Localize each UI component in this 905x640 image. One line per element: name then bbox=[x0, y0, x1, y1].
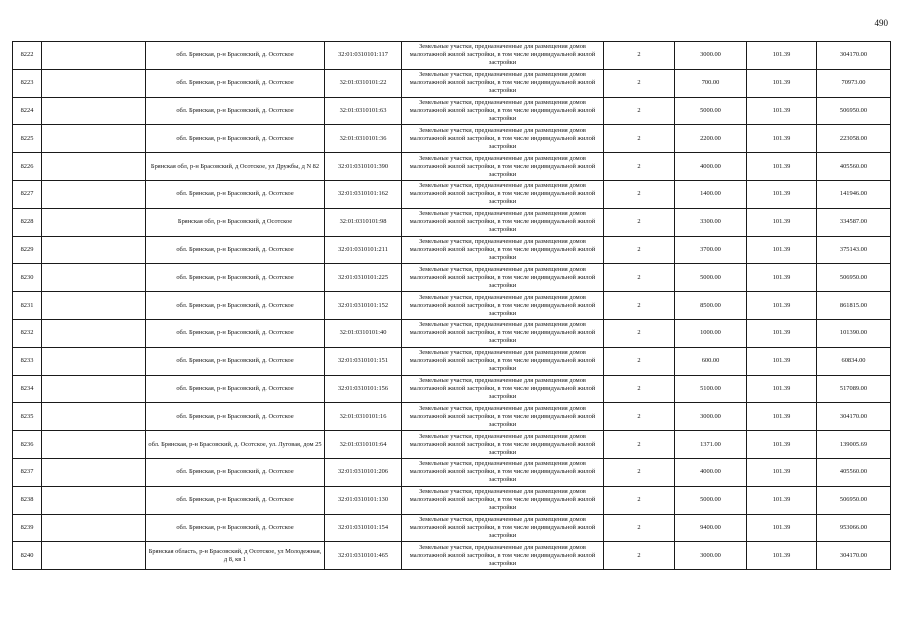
blank-cell bbox=[42, 153, 146, 181]
cadastral-value-cell: 506950.00 bbox=[817, 264, 891, 292]
land-use-cell: Земельные участки, предназначенные для размещения домов малоэтажной жилой застройки, в том числе индивидуальной жилой застройки bbox=[402, 431, 604, 459]
cadastral-value-cell: 223058.00 bbox=[817, 125, 891, 153]
cadastral-value-cell: 405560.00 bbox=[817, 153, 891, 181]
group-number-cell: 2 bbox=[604, 264, 675, 292]
address-cell: обл. Брянская, р-н Брасовский, д. Осотское bbox=[146, 514, 325, 542]
table-row bbox=[13, 69, 891, 97]
table-row bbox=[13, 514, 891, 542]
group-number-cell: 2 bbox=[604, 403, 675, 431]
specific-value-cell: 101.39 bbox=[747, 319, 817, 347]
land-use-cell: Земельные участки, предназначенные для размещения домов малоэтажной жилой застройки, в том числе индивидуальной жилой застройки bbox=[402, 292, 604, 320]
address-cell: обл. Брянская, р-н Брасовский, д. Осотское bbox=[146, 97, 325, 125]
table-row bbox=[13, 319, 891, 347]
specific-value-cell: 101.39 bbox=[747, 403, 817, 431]
group-number-cell: 2 bbox=[604, 97, 675, 125]
cadastral-number-cell: 32:01:0310101:390 bbox=[325, 153, 402, 181]
row-number: 8235 bbox=[13, 403, 42, 431]
address-cell: Брянская обл, р-н Брасовский, д Осотское, ул Дружбы, д N 82 bbox=[146, 153, 325, 181]
specific-value-cell: 101.39 bbox=[747, 180, 817, 208]
land-use-cell: Земельные участки, предназначенные для размещения домов малоэтажной жилой застройки, в том числе индивидуальной жилой застройки bbox=[402, 153, 604, 181]
cadastral-number-cell: 32:01:0310101:64 bbox=[325, 431, 402, 459]
blank-cell bbox=[42, 180, 146, 208]
row-number: 8224 bbox=[13, 97, 42, 125]
land-use-cell: Земельные участки, предназначенные для размещения домов малоэтажной жилой застройки, в том числе индивидуальной жилой застройки bbox=[402, 375, 604, 403]
area-cell: 5000.00 bbox=[675, 97, 747, 125]
blank-cell bbox=[42, 97, 146, 125]
cadastral-number-cell: 32:01:0310101:130 bbox=[325, 486, 402, 514]
group-number-cell: 2 bbox=[604, 458, 675, 486]
cadastral-number-cell: 32:01:0310101:36 bbox=[325, 125, 402, 153]
cadastral-value-cell: 60834.00 bbox=[817, 347, 891, 375]
area-cell: 5100.00 bbox=[675, 375, 747, 403]
table-row bbox=[13, 264, 891, 292]
blank-cell bbox=[42, 486, 146, 514]
blank-cell bbox=[42, 69, 146, 97]
land-use-cell: Земельные участки, предназначенные для размещения домов малоэтажной жилой застройки, в том числе индивидуальной жилой застройки bbox=[402, 236, 604, 264]
group-number-cell: 2 bbox=[604, 69, 675, 97]
address-cell: обл. Брянская, р-н Брасовский, д. Осотское bbox=[146, 458, 325, 486]
specific-value-cell: 101.39 bbox=[747, 264, 817, 292]
blank-cell bbox=[42, 347, 146, 375]
blank-cell bbox=[42, 236, 146, 264]
row-number: 8226 bbox=[13, 153, 42, 181]
blank-cell bbox=[42, 264, 146, 292]
group-number-cell: 2 bbox=[604, 347, 675, 375]
group-number-cell: 2 bbox=[604, 542, 675, 570]
cadastral-value-cell: 405560.00 bbox=[817, 458, 891, 486]
land-use-cell: Земельные участки, предназначенные для размещения домов малоэтажной жилой застройки, в том числе индивидуальной жилой застройки bbox=[402, 542, 604, 570]
area-cell: 9400.00 bbox=[675, 514, 747, 542]
row-number: 8237 bbox=[13, 458, 42, 486]
page-number: 490 bbox=[874, 18, 888, 28]
row-number: 8231 bbox=[13, 292, 42, 320]
area-cell: 600.00 bbox=[675, 347, 747, 375]
blank-cell bbox=[42, 514, 146, 542]
cadastral-number-cell: 32:01:0310101:40 bbox=[325, 319, 402, 347]
cadastral-number-cell: 32:01:0310101:162 bbox=[325, 180, 402, 208]
address-cell: обл. Брянская, р-н Брасовский, д. Осотское bbox=[146, 180, 325, 208]
specific-value-cell: 101.39 bbox=[747, 236, 817, 264]
land-use-cell: Земельные участки, предназначенные для размещения домов малоэтажной жилой застройки, в том числе индивидуальной жилой застройки bbox=[402, 69, 604, 97]
land-use-cell: Земельные участки, предназначенные для размещения домов малоэтажной жилой застройки, в том числе индивидуальной жилой застройки bbox=[402, 180, 604, 208]
table-row bbox=[13, 42, 891, 70]
cadastral-number-cell: 32:01:0310101:465 bbox=[325, 542, 402, 570]
cadastral-value-cell: 861815.00 bbox=[817, 292, 891, 320]
cadastral-value-cell: 375143.00 bbox=[817, 236, 891, 264]
area-cell: 5000.00 bbox=[675, 264, 747, 292]
cadastral-number-cell: 32:01:0310101:151 bbox=[325, 347, 402, 375]
blank-cell bbox=[42, 403, 146, 431]
specific-value-cell: 101.39 bbox=[747, 208, 817, 236]
area-cell: 3700.00 bbox=[675, 236, 747, 264]
group-number-cell: 2 bbox=[604, 208, 675, 236]
group-number-cell: 2 bbox=[604, 42, 675, 70]
cadastral-value-cell: 139005.69 bbox=[817, 431, 891, 459]
row-number: 8225 bbox=[13, 125, 42, 153]
table-row bbox=[13, 403, 891, 431]
cadastral-number-cell: 32:01:0310101:98 bbox=[325, 208, 402, 236]
row-number: 8238 bbox=[13, 486, 42, 514]
cadastral-value-cell: 334587.00 bbox=[817, 208, 891, 236]
table-row bbox=[13, 375, 891, 403]
row-number: 8230 bbox=[13, 264, 42, 292]
address-cell: обл. Брянская, р-н Брасовский, д. Осотское bbox=[146, 486, 325, 514]
cadastral-value-cell: 304170.00 bbox=[817, 403, 891, 431]
table-row bbox=[13, 208, 891, 236]
specific-value-cell: 101.39 bbox=[747, 153, 817, 181]
table-row bbox=[13, 542, 891, 570]
cadastral-number-cell: 32:01:0310101:22 bbox=[325, 69, 402, 97]
address-cell: обл. Брянская, р-н Брасовский, д. Осотское bbox=[146, 403, 325, 431]
specific-value-cell: 101.39 bbox=[747, 458, 817, 486]
land-use-cell: Земельные участки, предназначенные для размещения домов малоэтажной жилой застройки, в том числе индивидуальной жилой застройки bbox=[402, 514, 604, 542]
specific-value-cell: 101.39 bbox=[747, 486, 817, 514]
group-number-cell: 2 bbox=[604, 180, 675, 208]
specific-value-cell: 101.39 bbox=[747, 514, 817, 542]
row-number: 8222 bbox=[13, 42, 42, 70]
area-cell: 3000.00 bbox=[675, 403, 747, 431]
row-number: 8236 bbox=[13, 431, 42, 459]
blank-cell bbox=[42, 542, 146, 570]
cadastral-value-cell: 304170.00 bbox=[817, 42, 891, 70]
address-cell: обл. Брянская, р-н Брасовский, д. Осотское bbox=[146, 375, 325, 403]
blank-cell bbox=[42, 458, 146, 486]
specific-value-cell: 101.39 bbox=[747, 375, 817, 403]
land-use-cell: Земельные участки, предназначенные для размещения домов малоэтажной жилой застройки, в том числе индивидуальной жилой застройки bbox=[402, 347, 604, 375]
cadastral-number-cell: 32:01:0310101:154 bbox=[325, 514, 402, 542]
row-number: 8227 bbox=[13, 180, 42, 208]
specific-value-cell: 101.39 bbox=[747, 97, 817, 125]
specific-value-cell: 101.39 bbox=[747, 42, 817, 70]
row-number: 8239 bbox=[13, 514, 42, 542]
area-cell: 700.00 bbox=[675, 69, 747, 97]
land-use-cell: Земельные участки, предназначенные для размещения домов малоэтажной жилой застройки, в том числе индивидуальной жилой застройки bbox=[402, 486, 604, 514]
table-row bbox=[13, 486, 891, 514]
table-row bbox=[13, 431, 891, 459]
area-cell: 4000.00 bbox=[675, 153, 747, 181]
cadastral-value-cell: 304170.00 bbox=[817, 542, 891, 570]
cadastral-number-cell: 32:01:0310101:63 bbox=[325, 97, 402, 125]
blank-cell bbox=[42, 42, 146, 70]
cadastral-value-table bbox=[12, 41, 891, 570]
specific-value-cell: 101.39 bbox=[747, 431, 817, 459]
blank-cell bbox=[42, 319, 146, 347]
group-number-cell: 2 bbox=[604, 486, 675, 514]
cadastral-value-cell: 101390.00 bbox=[817, 319, 891, 347]
address-cell: обл. Брянская, р-н Брасовский, д. Осотское bbox=[146, 69, 325, 97]
cadastral-value-cell: 517089.00 bbox=[817, 375, 891, 403]
cadastral-value-cell: 141946.00 bbox=[817, 180, 891, 208]
address-cell: Брянская область, р-н Брасовский, д Осотское, ул Молодежная, д 8, кв 1 bbox=[146, 542, 325, 570]
table-body bbox=[13, 42, 891, 570]
cadastral-number-cell: 32:01:0310101:206 bbox=[325, 458, 402, 486]
address-cell: обл. Брянская, р-н Брасовский, д. Осотское bbox=[146, 319, 325, 347]
group-number-cell: 2 bbox=[604, 153, 675, 181]
row-number: 8232 bbox=[13, 319, 42, 347]
cadastral-number-cell: 32:01:0310101:211 bbox=[325, 236, 402, 264]
row-number: 8233 bbox=[13, 347, 42, 375]
blank-cell bbox=[42, 431, 146, 459]
row-number: 8229 bbox=[13, 236, 42, 264]
table-row bbox=[13, 125, 891, 153]
cadastral-number-cell: 32:01:0310101:117 bbox=[325, 42, 402, 70]
group-number-cell: 2 bbox=[604, 375, 675, 403]
area-cell: 3000.00 bbox=[675, 542, 747, 570]
land-use-cell: Земельные участки, предназначенные для размещения домов малоэтажной жилой застройки, в том числе индивидуальной жилой застройки bbox=[402, 42, 604, 70]
cadastral-value-cell: 506950.00 bbox=[817, 486, 891, 514]
group-number-cell: 2 bbox=[604, 236, 675, 264]
specific-value-cell: 101.39 bbox=[747, 69, 817, 97]
land-use-cell: Земельные участки, предназначенные для размещения домов малоэтажной жилой застройки, в том числе индивидуальной жилой застройки bbox=[402, 264, 604, 292]
cadastral-number-cell: 32:01:0310101:152 bbox=[325, 292, 402, 320]
row-number: 8240 bbox=[13, 542, 42, 570]
land-use-cell: Земельные участки, предназначенные для размещения домов малоэтажной жилой застройки, в том числе индивидуальной жилой застройки bbox=[402, 458, 604, 486]
land-use-cell: Земельные участки, предназначенные для размещения домов малоэтажной жилой застройки, в том числе индивидуальной жилой застройки bbox=[402, 125, 604, 153]
blank-cell bbox=[42, 375, 146, 403]
table-row bbox=[13, 292, 891, 320]
group-number-cell: 2 bbox=[604, 319, 675, 347]
row-number: 8228 bbox=[13, 208, 42, 236]
blank-cell bbox=[42, 292, 146, 320]
area-cell: 1000.00 bbox=[675, 319, 747, 347]
cadastral-value-cell: 953066.00 bbox=[817, 514, 891, 542]
cadastral-number-cell: 32:01:0310101:225 bbox=[325, 264, 402, 292]
specific-value-cell: 101.39 bbox=[747, 347, 817, 375]
row-number: 8223 bbox=[13, 69, 42, 97]
blank-cell bbox=[42, 208, 146, 236]
address-cell: Брянская обл, р-н Брасовский, д Осотское bbox=[146, 208, 325, 236]
blank-cell bbox=[42, 125, 146, 153]
area-cell: 3300.00 bbox=[675, 208, 747, 236]
table-row bbox=[13, 153, 891, 181]
area-cell: 2200.00 bbox=[675, 125, 747, 153]
table-row bbox=[13, 180, 891, 208]
address-cell: обл. Брянская, р-н Брасовский, д. Осотское bbox=[146, 42, 325, 70]
group-number-cell: 2 bbox=[604, 125, 675, 153]
group-number-cell: 2 bbox=[604, 292, 675, 320]
area-cell: 3000.00 bbox=[675, 42, 747, 70]
address-cell: обл. Брянская, р-н Брасовский, д. Осотское bbox=[146, 236, 325, 264]
cadastral-number-cell: 32:01:0310101:16 bbox=[325, 403, 402, 431]
area-cell: 8500.00 bbox=[675, 292, 747, 320]
cadastral-value-cell: 70973.00 bbox=[817, 69, 891, 97]
cadastral-value-cell: 506950.00 bbox=[817, 97, 891, 125]
land-use-cell: Земельные участки, предназначенные для размещения домов малоэтажной жилой застройки, в том числе индивидуальной жилой застройки bbox=[402, 319, 604, 347]
group-number-cell: 2 bbox=[604, 431, 675, 459]
address-cell: обл. Брянская, р-н Брасовский, д. Осотское, ул. Луговая, дом 25 bbox=[146, 431, 325, 459]
specific-value-cell: 101.39 bbox=[747, 292, 817, 320]
specific-value-cell: 101.39 bbox=[747, 542, 817, 570]
group-number-cell: 2 bbox=[604, 514, 675, 542]
cadastral-number-cell: 32:01:0310101:156 bbox=[325, 375, 402, 403]
table-row bbox=[13, 236, 891, 264]
area-cell: 4000.00 bbox=[675, 458, 747, 486]
table-row bbox=[13, 347, 891, 375]
area-cell: 1371.00 bbox=[675, 431, 747, 459]
row-number: 8234 bbox=[13, 375, 42, 403]
land-use-cell: Земельные участки, предназначенные для размещения домов малоэтажной жилой застройки, в том числе индивидуальной жилой застройки bbox=[402, 97, 604, 125]
table-row bbox=[13, 458, 891, 486]
land-use-cell: Земельные участки, предназначенные для размещения домов малоэтажной жилой застройки, в том числе индивидуальной жилой застройки bbox=[402, 208, 604, 236]
address-cell: обл. Брянская, р-н Брасовский, д. Осотское bbox=[146, 347, 325, 375]
address-cell: обл. Брянская, р-н Брасовский, д. Осотское bbox=[146, 125, 325, 153]
area-cell: 5000.00 bbox=[675, 486, 747, 514]
address-cell: обл. Брянская, р-н Брасовский, д. Осотское bbox=[146, 264, 325, 292]
table-row bbox=[13, 97, 891, 125]
area-cell: 1400.00 bbox=[675, 180, 747, 208]
address-cell: обл. Брянская, р-н Брасовский, д. Осотское bbox=[146, 292, 325, 320]
specific-value-cell: 101.39 bbox=[747, 125, 817, 153]
land-use-cell: Земельные участки, предназначенные для размещения домов малоэтажной жилой застройки, в том числе индивидуальной жилой застройки bbox=[402, 403, 604, 431]
